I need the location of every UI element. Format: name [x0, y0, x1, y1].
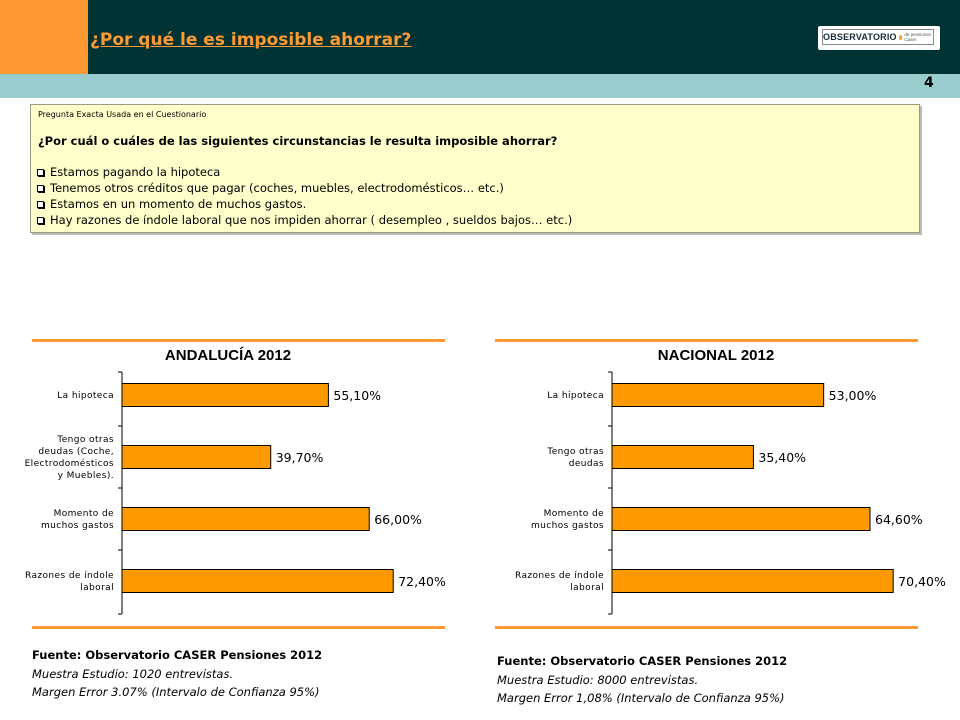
data-label: 66,00%	[374, 512, 422, 527]
chart-bottom-rule-left	[32, 626, 445, 629]
header-strip	[0, 74, 960, 98]
question-option	[37, 196, 572, 212]
bar	[612, 446, 753, 469]
bar	[122, 384, 328, 407]
question-label: Pregunta Exacta Usada en el Cuestionario	[38, 110, 207, 119]
question-option	[37, 180, 572, 196]
checkbox-icon	[37, 185, 44, 192]
category-label: Momento de	[53, 509, 114, 519]
category-label: Tengo otras	[57, 435, 114, 445]
footer-sample: Muestra Estudio: 8000 entrevistas.	[497, 672, 699, 687]
data-label: 72,40%	[398, 574, 446, 589]
bar	[612, 508, 870, 531]
question-option	[37, 164, 572, 180]
chart-bottom-rule-right	[495, 626, 918, 629]
data-label: 35,40%	[758, 450, 807, 465]
category-label: deudas (Coche,	[38, 447, 114, 457]
bar	[612, 570, 893, 593]
data-label: 70,40%	[898, 574, 946, 589]
footer-error: Margen Error 1,08% (Intervalo de Confianza 95%)	[497, 691, 785, 705]
category-label: muchos gastos	[40, 521, 114, 531]
logo-subtext: de pensiones Caser	[904, 32, 932, 42]
page-number: 4	[924, 75, 934, 91]
question-text: ¿Por cuál o cuáles de las siguientes circunstancias le resulta imposible ahorrar?	[38, 134, 558, 148]
footer-source: Fuente: Observatorio CASER Pensiones 2012	[497, 654, 788, 668]
data-label: 53,00%	[828, 388, 877, 403]
category-label: La hipoteca	[57, 391, 114, 401]
header-accent-block	[0, 0, 88, 74]
data-label: 64,60%	[875, 512, 923, 527]
checkbox-icon	[37, 201, 44, 208]
question-option-text: Estamos en un momento de muchos gastos.	[50, 197, 307, 211]
footer-source: Fuente: Observatorio CASER Pensiones 2012	[32, 648, 323, 662]
logo-text: OBSERVATORIO	[823, 32, 897, 42]
bar-chart-andalucia	[5, 360, 445, 620]
bar	[612, 384, 824, 407]
category-label: Momento de	[543, 509, 604, 519]
category-label: Tengo otras	[547, 447, 604, 457]
bar	[122, 570, 393, 593]
question-option-text: Estamos pagando la hipoteca	[50, 165, 221, 179]
checkbox-icon	[37, 169, 44, 176]
bar	[122, 508, 369, 531]
bar-chart-nacional	[480, 360, 946, 620]
question-option	[37, 212, 572, 228]
question-option-text: Tenemos otros créditos que pagar (coches, muebles, electrodomésticos… etc.)	[50, 181, 504, 195]
category-label: Razones de índole	[25, 571, 114, 581]
chart-top-rule-left	[32, 339, 445, 342]
checkbox-icon	[37, 217, 44, 224]
page-title: ¿Por qué le es imposible ahorrar?	[90, 30, 412, 50]
bar	[122, 446, 271, 469]
logo-frame	[822, 29, 934, 45]
category-label: y Muebles).	[57, 471, 114, 481]
data-label: 55,10%	[333, 388, 382, 403]
footer-nacional	[497, 652, 787, 708]
footer-andalucia	[32, 646, 322, 702]
logo-dot-icon	[899, 35, 903, 40]
chart-title-andalucia: ANDALUCÍA 2012	[164, 347, 292, 364]
category-label: muchos gastos	[530, 521, 604, 531]
observatorio-logo	[818, 26, 940, 50]
category-label: Razones de índole	[515, 571, 604, 581]
category-label: deudas	[568, 459, 604, 469]
category-label: laboral	[570, 583, 604, 593]
question-box	[30, 104, 920, 233]
question-options	[37, 164, 572, 228]
category-label: La hipoteca	[547, 391, 604, 401]
footer-sample: Muestra Estudio: 1020 entrevistas.	[32, 666, 234, 681]
chart-top-rule-right	[495, 339, 918, 342]
category-label: Electrodomésticos	[24, 459, 114, 469]
category-label: laboral	[80, 583, 114, 593]
chart-title-nacional: NACIONAL 2012	[657, 347, 775, 364]
footer-error: Margen Error 3.07% (Intervalo de Confianza 95%)	[32, 685, 320, 699]
question-option-text: Hay razones de índole laboral que nos impiden ahorrar ( desempleo , sueldos bajos… etc.)	[50, 213, 573, 227]
data-label: 39,70%	[275, 450, 324, 465]
